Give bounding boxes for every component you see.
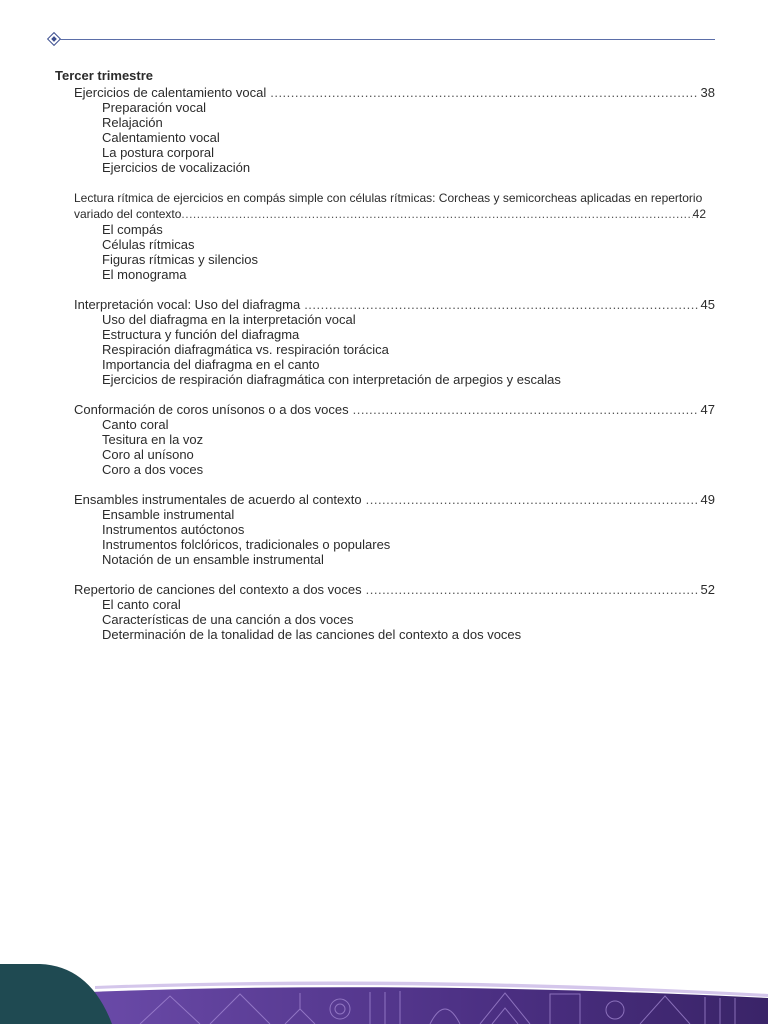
toc-subitem: Determinación de la tonalidad de las canciones del contexto a dos voces xyxy=(102,627,522,642)
toc-entry[interactable] xyxy=(55,297,715,312)
toc-subitems xyxy=(55,597,715,642)
toc-subitem: Ejercicios de vocalización xyxy=(102,160,251,175)
toc-section xyxy=(55,492,715,567)
decorative-footer-band xyxy=(0,964,768,1024)
toc-entry-title: Interpretación vocal: Uso del diafragma xyxy=(74,297,301,312)
toc-entry-title: Conformación de coros unísonos o a dos voces xyxy=(74,402,349,417)
toc-subitems xyxy=(55,507,715,567)
toc-page-number: 47 xyxy=(700,402,715,417)
dot-leader xyxy=(270,85,698,100)
toc-subitem: Notación de un ensamble instrumental xyxy=(102,552,324,567)
toc-subitem: Tesitura en la voz xyxy=(102,432,204,447)
band-purple xyxy=(90,987,768,1024)
toc-section xyxy=(55,190,715,282)
toc-subitem: Relajación xyxy=(102,115,163,130)
toc-entry[interactable] xyxy=(55,190,715,222)
toc-subitem: Instrumentos folclóricos, tradicionales o populares xyxy=(102,537,391,552)
toc-subitems xyxy=(55,312,715,387)
toc-subitem: Coro al unísono xyxy=(102,447,194,462)
toc-subitem: Uso del diafragma en la interpretación vocal xyxy=(102,312,356,327)
toc-subitem: Figuras rítmicas y silencios xyxy=(102,252,259,267)
toc-page-number: 42 xyxy=(692,207,706,221)
toc-section xyxy=(55,582,715,642)
dot-leader xyxy=(353,402,699,417)
toc-subitem: Canto coral xyxy=(102,417,169,432)
toc-subitem: El canto coral xyxy=(102,597,181,612)
toc-subitem: Respiración diafragmática vs. respiración torácica xyxy=(102,342,389,357)
toc-subitems xyxy=(55,417,715,477)
header-rule xyxy=(60,39,715,40)
toc-entry-title: Repertorio de canciones del contexto a dos voces xyxy=(74,582,362,597)
toc-subitem: Características de una canción a dos voces xyxy=(102,612,354,627)
toc-entry[interactable] xyxy=(55,85,715,100)
toc-entry-title-line1: Lectura rítmica de ejercicios en compás simple con células rítmicas: Corcheas y semicorcheas aplicadas en repertorio xyxy=(74,191,703,205)
toc-page-number: 52 xyxy=(700,582,715,597)
toc-entry[interactable] xyxy=(55,402,715,417)
toc-subitem: Importancia del diafragma en el canto xyxy=(102,357,320,372)
toc-section xyxy=(55,402,715,477)
toc-page-number: 45 xyxy=(700,297,715,312)
dot-leader xyxy=(304,297,698,312)
toc-page-number: 49 xyxy=(700,492,715,507)
toc-subitem: Preparación vocal xyxy=(102,100,207,115)
dot-leader xyxy=(181,206,692,222)
table-of-contents xyxy=(55,68,715,657)
toc-entry-title: Ejercicios de calentamiento vocal xyxy=(74,85,267,100)
toc-subitem: Instrumentos autóctonos xyxy=(102,522,245,537)
dot-leader xyxy=(366,492,699,507)
toc-entry[interactable] xyxy=(55,582,715,597)
toc-subitem: Células rítmicas xyxy=(102,237,195,252)
toc-subitem: El monograma xyxy=(102,267,187,282)
toc-subitems xyxy=(55,100,715,175)
dot-leader xyxy=(366,582,699,597)
toc-subitem: Ejercicios de respiración diafragmática con interpretación de arpegios y escalas xyxy=(102,372,561,387)
toc-subitem: El compás xyxy=(102,222,163,237)
toc-subitem: Calentamiento vocal xyxy=(102,130,220,145)
trimester-title: Tercer trimestre xyxy=(55,68,154,83)
toc-entry[interactable] xyxy=(55,492,715,507)
corner-shape xyxy=(0,964,112,1024)
toc-entry-title-line2: variado del contexto xyxy=(74,207,182,221)
toc-entry-title: Ensambles instrumentales de acuerdo al contexto xyxy=(74,492,362,507)
toc-section xyxy=(55,85,715,175)
toc-page-number: 38 xyxy=(700,85,715,100)
toc-section xyxy=(55,297,715,387)
toc-subitem: La postura corporal xyxy=(102,145,215,160)
diamond-ornament-icon xyxy=(47,32,61,46)
toc-subitem: Estructura y función del diafragma xyxy=(102,327,300,342)
toc-subitems xyxy=(55,222,715,282)
toc-subitem: Coro a dos voces xyxy=(102,462,204,477)
toc-subitem: Ensamble instrumental xyxy=(102,507,235,522)
